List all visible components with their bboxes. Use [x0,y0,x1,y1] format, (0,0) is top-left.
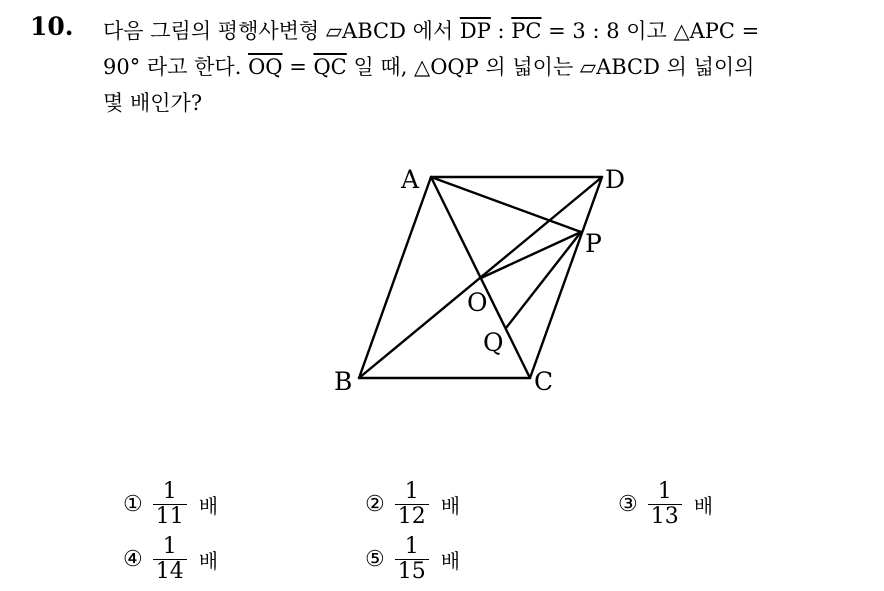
segment-op [481,232,581,278]
choice-4[interactable] [123,535,218,584]
choice-marker: ① [123,492,143,517]
question-number: 10. [30,12,74,41]
choice-3[interactable] [618,480,713,529]
numerator: 1 [162,534,177,559]
label-q: Q [483,328,504,357]
choice-fraction [395,535,429,584]
denominator: 14 [153,559,187,584]
choice-5[interactable] [365,535,460,584]
choice-marker: ⑤ [365,547,385,572]
choice-fraction [395,480,429,529]
label-p: P [585,229,602,258]
question-text: = 3 : 8 이고 △APC = [541,19,760,43]
segment-pc: $\overline{PC}$ [511,19,542,43]
numerator: 1 [657,479,672,504]
choice-unit: 배 [440,494,461,518]
question-text: = [282,55,314,79]
choice-unit: 배 [198,549,219,573]
segment-oq: $\overline{OQ}$ [248,55,283,79]
label-o: O [467,288,488,317]
choice-fraction [153,535,187,584]
choice-2[interactable] [365,480,460,529]
choice-fraction [153,480,187,529]
label-d: D [605,165,626,194]
label-a: A [401,165,420,194]
denominator: 15 [395,559,429,584]
question-text: : [490,19,512,43]
denominator: 11 [153,504,187,529]
choice-marker: ② [365,492,385,517]
choice-fraction [648,480,682,529]
denominator: 12 [395,504,429,529]
label-c: C [534,367,554,396]
numerator: 1 [404,479,419,504]
question-text: 일 때, △OQP 의 넓이는 ▱ABCD 의 넓이의 [346,55,755,79]
question-text: 다음 그림의 평행사변형 ▱ABCD 에서 [103,19,460,43]
choice-marker: ④ [123,547,143,572]
question-text: 90° 라고 한다. [103,55,249,79]
choice-unit: 배 [198,494,219,518]
question-text: 몇 배인가? [103,91,203,115]
choice-1[interactable] [123,480,218,529]
label-b: B [334,367,353,396]
numerator: 1 [404,534,419,559]
denominator: 13 [648,504,682,529]
segment-dp: $\overline{DP}$ [459,19,491,43]
numerator: 1 [162,479,177,504]
segment-qc: $\overline{QC}$ [313,55,347,79]
choice-marker: ③ [618,492,638,517]
choice-unit: 배 [440,549,461,573]
choice-unit: 배 [693,494,714,518]
